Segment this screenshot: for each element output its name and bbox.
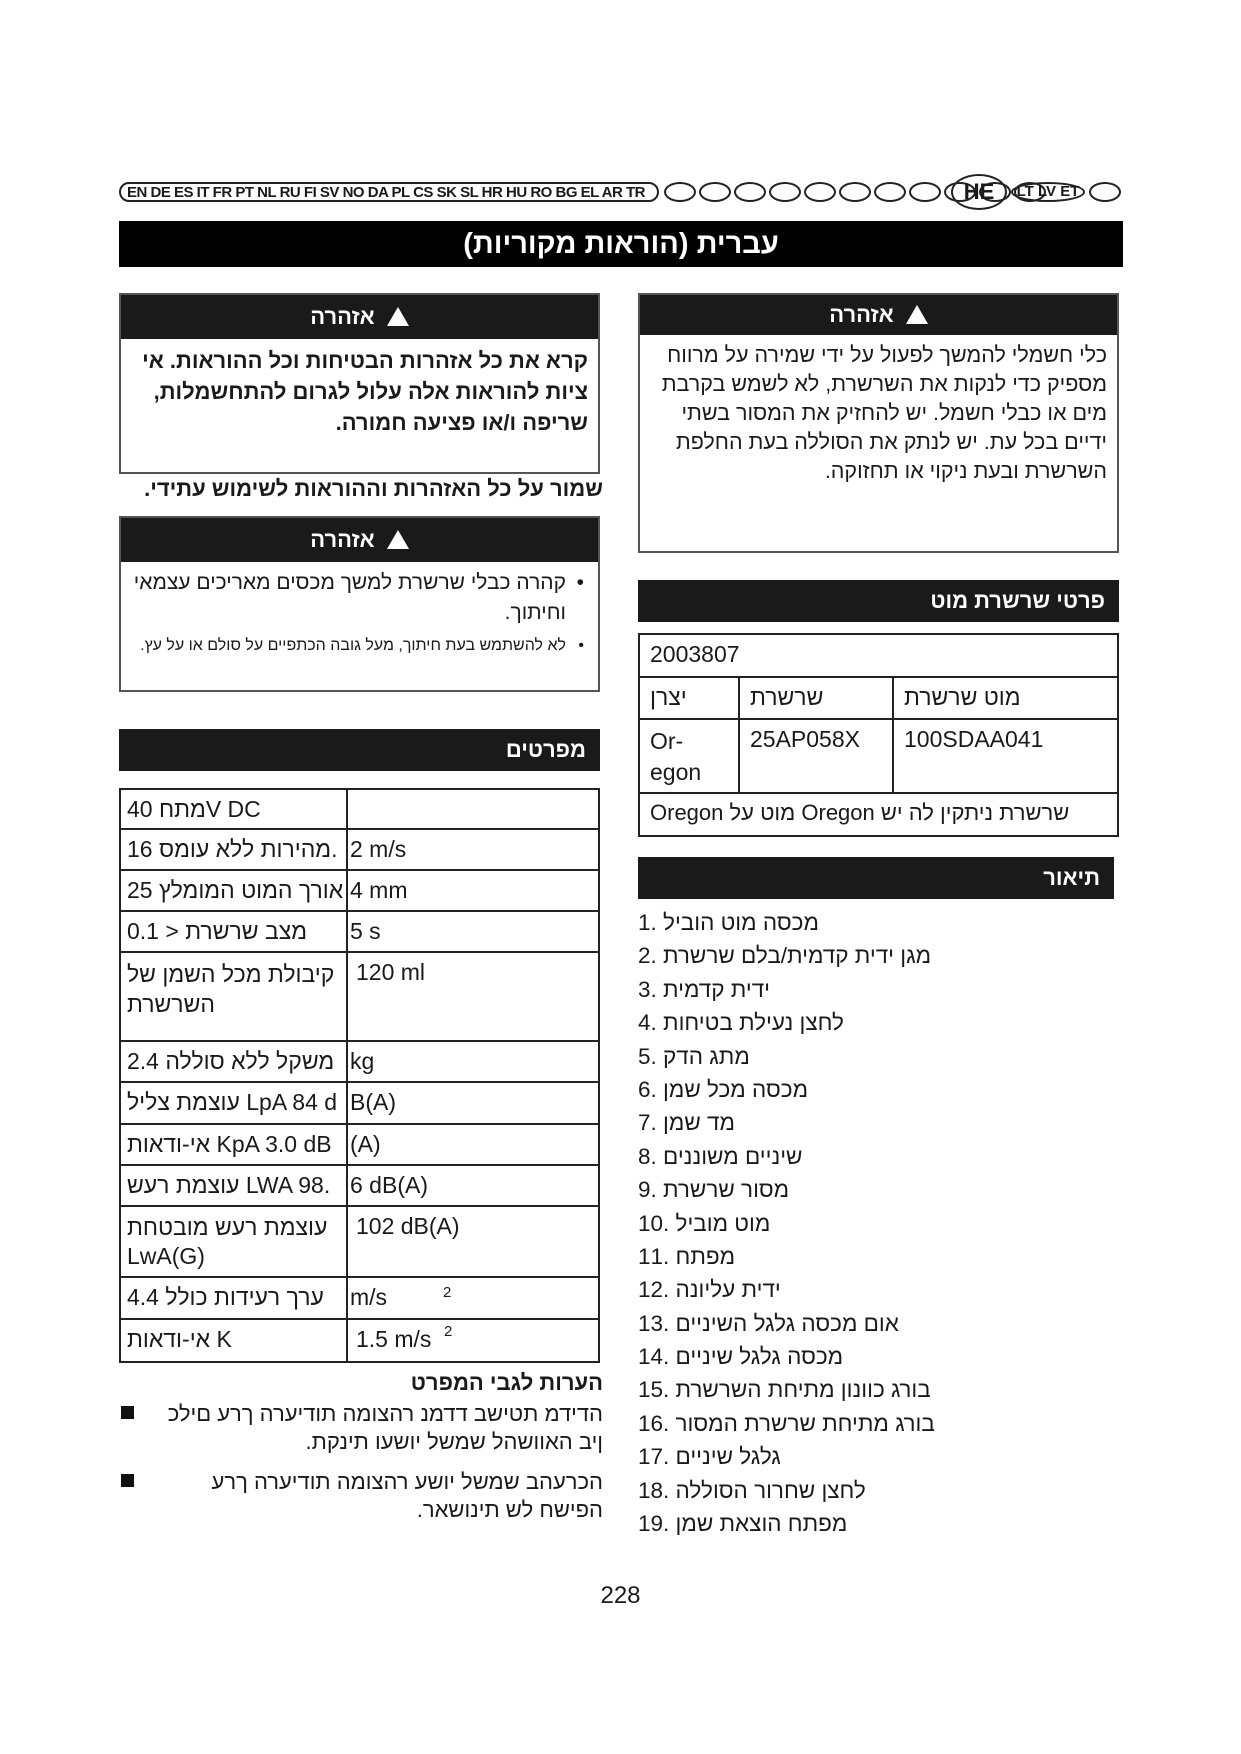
column-header: שרשרת <box>750 684 824 710</box>
warning-body: קרא את כל אזהרות הבטיחות וכל ההוראות. אי ציות להוראות אלה עלול לגרום להתחשמלות, שריפה ו/או פציעה חמורה. <box>142 348 588 435</box>
specs-header: מפרטים <box>119 729 600 771</box>
spec-value: (A) <box>350 1131 381 1157</box>
spec-value: 4 mm <box>350 877 408 903</box>
spec-label: מתח 40V DC <box>127 796 261 822</box>
list-item: 1. מכסה מוט הוביל <box>638 910 819 935</box>
language-oval <box>874 182 906 202</box>
warning-triangle-icon <box>906 305 928 324</box>
warning-header <box>121 295 598 339</box>
warning-heading-text: אזהרה <box>310 304 375 329</box>
warning-header <box>640 295 1117 335</box>
bar-chain-details-header: פרטי שרשרת מוט <box>638 580 1119 622</box>
parts-list <box>638 906 1098 1540</box>
spec-label: אורך המוט המומלץ 25 <box>127 877 344 903</box>
page-number: 228 <box>600 1582 641 1609</box>
bar-chain-table <box>638 633 1119 837</box>
language-oval <box>699 182 731 202</box>
spec-superscript: 2 <box>444 1323 453 1340</box>
list-item: 2. מגן ידית קדמית/בלם שרשרת <box>638 943 932 969</box>
list-item: 7. מד שמן <box>638 1110 735 1136</box>
chain-cell: 25AP058X <box>750 726 860 752</box>
list-item: 8. שיניים משוננים <box>638 1143 803 1169</box>
table-row <box>640 635 1117 678</box>
language-oval <box>769 182 801 202</box>
list-item: 13. אום מכסה גלגל השיניים <box>638 1310 899 1336</box>
warning-item-text: לא להשתמש בעת חיתוך, מעל גובה הכתפיים על סולם או על עץ. <box>140 637 566 654</box>
warning-item-text: קהרה כבלי שרשרת למשך מכסים מאריכים עצמאי וחיתוך. <box>133 571 566 624</box>
language-codes: EN DE ES IT FR PT NL RU FI SV NO DA PL CS SK SL HR HU RO BG EL AR TR <box>127 184 645 201</box>
list-item: 15. בורג כוונון מתיחת השרשרת <box>638 1377 931 1403</box>
product-code: 2003807 <box>650 641 740 667</box>
warning-body: כלי חשמלי להמשך לפעול על ידי שמירה על מרווח מספיק כדי לנקות את השרשרת, לא לשמש בקרבת מים או כבלי חשמל. יש להחזיק את המסור בשתי ידיים בכל עת. יש לנתק את הסוללה בעת החלפת השרשרת ובעת ניקוי או תחזוקה. <box>661 343 1107 483</box>
spec-value: 6 dB(A) <box>350 1172 428 1198</box>
table-row <box>121 1207 598 1278</box>
manufacturer-cell: Or-egon <box>650 728 702 785</box>
warning-triangle-icon <box>387 530 409 549</box>
table-row <box>121 790 598 830</box>
bullet-square-icon <box>121 1474 134 1487</box>
warning-box-right <box>638 293 1119 553</box>
spec-value: 1.5 m/s <box>356 1326 432 1352</box>
language-oval <box>1089 182 1121 202</box>
notes-heading: הערות לגבי המפרט <box>410 1370 603 1395</box>
warning-box-left-2 <box>119 516 600 692</box>
compatibility-note: Oregon מוט על Oregon שרשרת ניתקין לה יש <box>650 800 1070 825</box>
list-item: 18. לחצן שחרור הסוללה <box>638 1477 866 1503</box>
list-item: 4. לחצן נעילת בטיחות <box>638 1010 844 1036</box>
spec-value: B(A) <box>350 1089 396 1115</box>
spec-value: 2 m/s <box>350 836 407 862</box>
specification-notes <box>117 1370 603 1524</box>
list-item: 12. ידית עליונה <box>638 1277 781 1303</box>
spec-label: מצב שרשרת < 0.1 <box>127 918 308 944</box>
warning-body <box>121 562 598 663</box>
spec-label: עוצמת צליל LpA 84 d <box>127 1089 338 1115</box>
table-row <box>121 871 598 912</box>
language-after: LT LV ET <box>1011 182 1085 202</box>
spec-label: קיבולת מכל השמן של השרשרת <box>127 961 335 1017</box>
column-header: יצרן <box>650 684 687 710</box>
note-item <box>117 1400 603 1456</box>
spec-value: 102 dB(A) <box>356 1213 460 1239</box>
warning-heading-text: אזהרה <box>310 527 375 552</box>
table-header-row <box>640 678 1117 720</box>
list-item: 16. בורג מתיחת שרשרת המסור <box>638 1410 935 1436</box>
bar-cell: 100SDAA041 <box>904 726 1044 752</box>
spec-label: עוצמת רעש LWA 98. <box>127 1172 331 1198</box>
list-item: 6. מכסה מכל שמן <box>638 1076 809 1102</box>
language-bar <box>119 181 1119 205</box>
language-oval <box>839 182 871 202</box>
warning-heading-text: אזהרה <box>829 302 894 327</box>
table-row <box>121 953 598 1042</box>
note-item <box>117 1468 603 1524</box>
language-oval <box>734 182 766 202</box>
list-item: 9. מסור שרשרת <box>638 1177 790 1203</box>
list-item: 17. גלגל שיניים <box>638 1444 781 1470</box>
warning-header <box>121 518 598 562</box>
table-row <box>121 1166 598 1207</box>
column-header: מוט שרשרת <box>904 684 1021 710</box>
spec-label: אי-ודאות KpA 3.0 dB <box>127 1131 332 1157</box>
table-row <box>121 1083 598 1125</box>
table-row <box>121 912 598 953</box>
warning-bullet-item: • לא להשתמש בעת חיתוך, מעל גובה הכתפיים על סולם או על עץ. <box>140 637 584 654</box>
spec-value: 120 ml <box>356 959 426 985</box>
bullet-square-icon <box>121 1406 134 1419</box>
table-row <box>640 720 1117 794</box>
list-item: 3. ידית קדמית <box>638 976 771 1002</box>
list-item: 5. מתג הדק <box>638 1043 750 1069</box>
warning-box-left-1 <box>119 293 600 474</box>
spec-value: 5 s <box>350 918 381 944</box>
table-row <box>121 1042 598 1083</box>
page-title: עברית (הוראות מקוריות) <box>119 221 1123 267</box>
list-item: 10. מוט מוביל <box>638 1210 771 1236</box>
list-item: 14. מכסה גלגל שיניים <box>638 1344 844 1370</box>
table-row <box>121 1320 598 1361</box>
warning-bullet-item: • קהרה כבלי שרשרת למשך מכסים מאריכים עצמאי וחיתוך. <box>133 571 584 624</box>
list-item: 11. מפתח <box>638 1243 736 1269</box>
language-current: HE <box>951 174 1007 210</box>
language-oval <box>664 182 696 202</box>
note-text: הכרעהב שמשל יושע רהצומה תודיערה ךרע הפישח לש תינושאר. <box>211 1469 603 1522</box>
warning-triangle-icon <box>387 307 409 326</box>
specs-table <box>119 788 600 1363</box>
language-oval <box>804 182 836 202</box>
description-header: תיאור <box>638 857 1114 899</box>
spec-label: אי-ודאות K <box>127 1326 232 1352</box>
spec-superscript: 2 <box>443 1284 452 1301</box>
note-text: הדידמ תטישב דדמנ רהצומה תודיערה ךרע םילכ ןיב האוושהל שמשל יושעו תינקת. <box>167 1401 603 1454</box>
save-instructions-note: שמור על כל האזהרות וההוראות לשימוש עתידי. <box>144 476 603 501</box>
spec-label: משקל ללא סוללה 2.4 <box>127 1048 335 1074</box>
table-row <box>121 1125 598 1166</box>
spec-label: ערך רעידות כולל 4.4 <box>127 1284 324 1310</box>
table-row <box>121 1278 598 1320</box>
language-oval <box>909 182 941 202</box>
table-row <box>121 830 598 871</box>
spec-value: m/s <box>350 1284 388 1310</box>
table-row <box>640 794 1117 835</box>
spec-value: kg <box>350 1048 375 1074</box>
list-item: 19. מפתח הוצאת שמן <box>638 1511 848 1537</box>
spec-label: מהירות ללא עומס 16. <box>127 836 338 862</box>
spec-label: עוצמת רעש מובטחת LwA(G) <box>127 1214 328 1269</box>
